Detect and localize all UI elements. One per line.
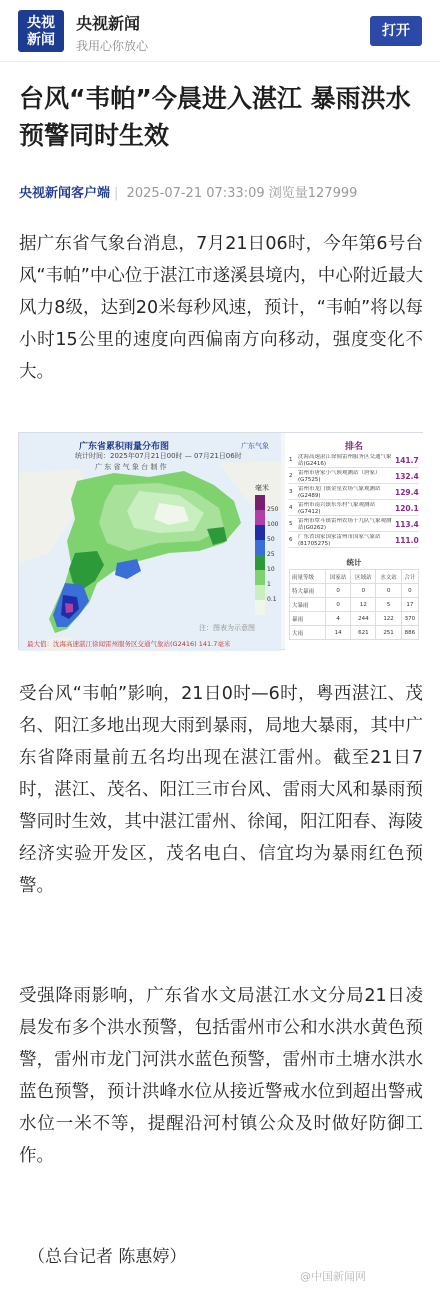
legend-swatch — [255, 570, 265, 585]
stats-cell: 17 — [401, 598, 418, 612]
station-name: 广东省国家国家雷州市国家气象站(81705275) — [298, 534, 381, 547]
rank-index: 2 — [289, 473, 293, 479]
reporter-credit: （总台记者 陈惠婷） — [28, 1247, 187, 1267]
stats-row — [290, 612, 419, 626]
stats-cell: 区域站 — [351, 570, 376, 584]
stats-cell: 0 — [376, 584, 401, 598]
rain-amount: 141.7 — [395, 456, 419, 465]
stats-cell: 0 — [326, 584, 351, 598]
cctv-news-logo — [18, 10, 64, 52]
legend-swatch — [255, 540, 265, 555]
rain-amount: 111.0 — [395, 536, 419, 545]
legend-swatch — [255, 600, 265, 615]
legend-swatch — [255, 585, 265, 600]
legend-value: 250 — [267, 506, 279, 513]
app-banner — [0, 0, 440, 62]
stats-cell: 0 — [401, 584, 418, 598]
rank-index: 5 — [289, 521, 293, 527]
rainfall-map-image[interactable] — [18, 432, 423, 650]
stats-cell: 5 — [376, 598, 401, 612]
ranking-row — [289, 469, 419, 484]
stats-cell: 621 — [351, 626, 376, 640]
map-producer: 广 东 省 气 象 台 制 作 — [95, 463, 167, 471]
stats-cell: 大暴雨 — [290, 598, 326, 612]
article-datetime: 2025-07-21 07:33:09 — [126, 186, 265, 201]
stats-cell: 0 — [351, 584, 376, 598]
article-paragraph-2: 受台风“韦帕”影响，21日0时—6时，粤西湛江、茂名、阳江多地出现大雨到暴雨，局地大暴雨，其中广东省降雨量前五名均出现在湛江雷州。截至21日7时，湛江、茂名、阳江三市台风、雷雨大风和暴雨预警同时生效，其中湛江雷州、徐闻，阳江阳春、海陵经济实验开发区，茂名电白、信宜均为暴雨红色预警。 — [19, 684, 423, 896]
stats-cell: 14 — [326, 626, 351, 640]
stats-cell: 水文站 — [376, 570, 401, 584]
stats-cell: 雨量等级 — [290, 570, 326, 584]
map-title: 广东省累积雨量分布图 — [79, 442, 170, 452]
legend-value: 0.1 — [267, 596, 277, 603]
stats-cell: 244 — [351, 612, 376, 626]
legend-value: 50 — [267, 536, 275, 543]
rainfall-stats-panel — [285, 433, 423, 651]
stats-cell: 251 — [376, 626, 401, 640]
rain-legend — [255, 495, 265, 615]
app-slogan: 我用心你放心 — [76, 39, 149, 53]
map-time-range: 统计时间：2025年07月21日00时 — 07月21日06时 — [75, 452, 242, 460]
legend-swatch — [255, 510, 265, 525]
article-paragraph-3: 受强降雨影响，广东省水文局湛江水文分局21日凌晨发布多个洪水预警，包括雷州市公和水洪水黄色预警，雷州市龙门河洪水蓝色预警，雷州市土塘水洪水蓝色预警，预计洪峰水位从接近警戒水位到超出警戒水位一米不等，提醒沿河村镇公众及时做好防御工作。 — [19, 986, 423, 1166]
article-views: 浏览量127999 — [268, 186, 358, 201]
stats-cell: 合计 — [401, 570, 418, 584]
article-source[interactable]: 央视新闻客户端 — [19, 186, 111, 201]
station-name: 雷州市龙门镇金星农场气象观测站(G2489) — [298, 486, 381, 499]
cma-logo-text: 广东气象 — [241, 442, 269, 450]
logo-text-bottom: 新闻 — [27, 32, 55, 48]
rain-amount: 120.1 — [395, 504, 419, 513]
stats-cell: 0 — [326, 598, 351, 612]
app-name: 央视新闻 — [76, 14, 141, 33]
stats-header-row — [290, 570, 419, 584]
rain-amount: 132.4 — [395, 472, 419, 481]
legend-value: 100 — [267, 521, 279, 528]
stats-table — [289, 569, 419, 640]
stats-cell: 国家站 — [326, 570, 351, 584]
stats-cell: 370 — [401, 612, 418, 626]
rank-index: 1 — [289, 457, 293, 463]
stats-cell: 大雨 — [290, 626, 326, 640]
article-meta — [19, 182, 429, 202]
station-name: 雷州市南兴镇东东村气象观测站(G7412) — [298, 502, 376, 515]
logo-text-top: 央视 — [27, 15, 55, 31]
article-paragraph-1: 据广东省气象台消息，7月21日06时，今年第6号台风“韦帕”中心位于湛江市遂溪县境内，中心附近最大风力8级，达到20米每秒风速，预计，“韦帕”将以每小时15公里的速度向西偏南方向移动，强度变化不大。 — [19, 234, 423, 382]
station-name: 沈海高速湛江徐闻雷州服务区交通气象站(G2416) — [298, 454, 392, 467]
ranking-row — [289, 485, 419, 500]
open-app-button[interactable]: 打开 — [370, 16, 422, 46]
stats-cell: 122 — [376, 612, 401, 626]
stats-title: 统计 — [346, 558, 362, 567]
station-name: 雷州市覃斗镇雷州农场十九队气象观测站(G0262) — [298, 518, 392, 531]
legend-value: 1 — [267, 581, 271, 588]
source-watermark: @中国新闻网 — [300, 1270, 366, 1283]
ranking-row — [289, 501, 419, 516]
rank-index: 3 — [289, 489, 293, 495]
station-name: 雷州市唐家小气候观测站（唐家）(G7525) — [298, 470, 381, 483]
stats-cell: 特大暴雨 — [290, 584, 326, 598]
rain-amount: 129.4 — [395, 488, 419, 497]
stats-cell: 886 — [401, 626, 418, 640]
rank-index: 6 — [289, 537, 293, 543]
legend-value: 10 — [267, 566, 275, 573]
ranking-title: 排名 — [344, 442, 363, 452]
stats-row — [290, 626, 419, 640]
stats-cell: 4 — [326, 612, 351, 626]
stats-row — [290, 584, 419, 598]
legend-value: 25 — [267, 551, 275, 558]
ranking-row — [289, 533, 419, 548]
legend-swatch — [255, 525, 265, 540]
stats-cell: 12 — [351, 598, 376, 612]
legend-swatch — [255, 495, 265, 510]
legend-unit: 毫米 — [255, 484, 269, 492]
map-max-value: 最大值：沈海高速湛江徐闻雷州服务区交通气象站(G2416) 141.7毫米 — [27, 640, 231, 648]
rank-index: 4 — [289, 505, 293, 511]
ranking-row — [289, 453, 419, 468]
legend-swatch — [255, 555, 265, 570]
stats-cell: 暴雨 — [290, 612, 326, 626]
map-note: 注：图表为示意图 — [199, 624, 255, 632]
stats-row — [290, 598, 419, 612]
article-title: 台风“韦帕”今晨进入湛江 暴雨洪水预警同时生效 — [19, 84, 411, 150]
rainfall-map — [19, 433, 281, 651]
ranking-row — [289, 517, 419, 532]
rain-amount: 113.4 — [395, 520, 419, 529]
meta-divider: | — [114, 186, 119, 201]
